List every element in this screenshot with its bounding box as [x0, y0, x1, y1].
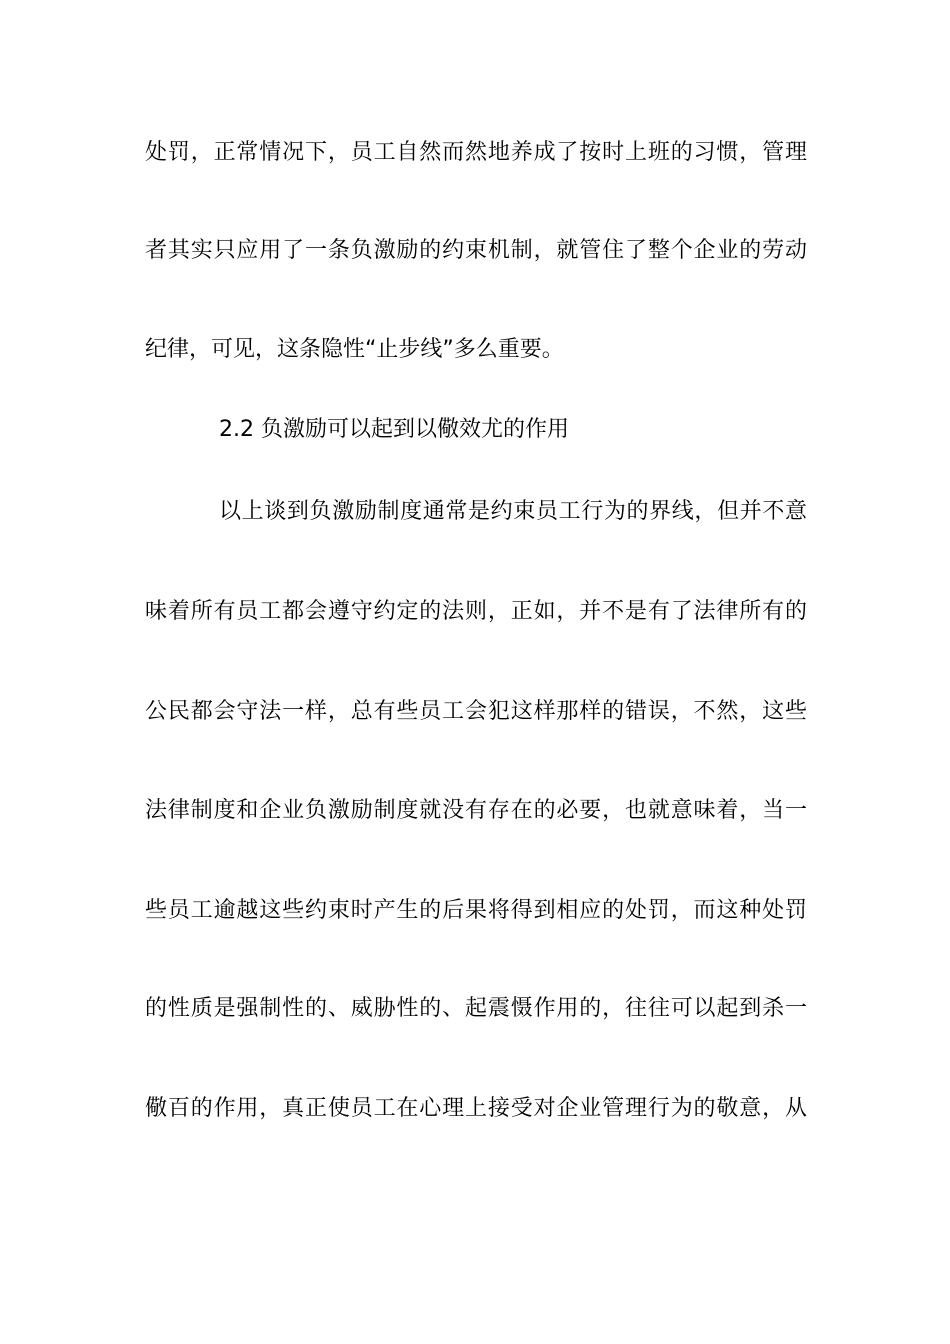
section-heading: 2.2 负激励可以起到以儆效尤的作用	[219, 417, 569, 442]
paragraph-1-line-3: 纪律，可见，这条隐性“止步线”多么重要。	[145, 337, 564, 362]
paragraph-2-line-2: 味着所有员工都会遵守约定的法则，正如，并不是有了法律所有的	[145, 599, 807, 624]
paragraph-2-line-5: 些员工逾越这些约束时产生的后果将得到相应的处罚，而这种处罚	[145, 898, 807, 923]
paragraph-1-line-2: 者其实只应用了一条负激励的约束机制，就管住了整个企业的劳动	[145, 238, 807, 263]
paragraph-2-line-6: 的性质是强制性的、威胁性的、起震慑作用的，往往可以起到杀一	[145, 996, 807, 1021]
paragraph-2-line-7: 儆百的作用，真正使员工在心理上接受对企业管理行为的敬意，从	[145, 1096, 807, 1121]
paragraph-2-line-4: 法律制度和企业负激励制度就没有存在的必要，也就意味着，当一	[145, 798, 807, 823]
paragraph-1-line-1: 处罚，正常情况下，员工自然而然地养成了按时上班的习惯，管理	[145, 140, 807, 165]
paragraph-2-line-1: 以上谈到负激励制度通常是约束员工行为的界线，但并不意	[219, 499, 807, 524]
paragraph-2-line-3: 公民都会守法一样，总有些员工会犯这样那样的错误，不然，这些	[145, 699, 807, 724]
